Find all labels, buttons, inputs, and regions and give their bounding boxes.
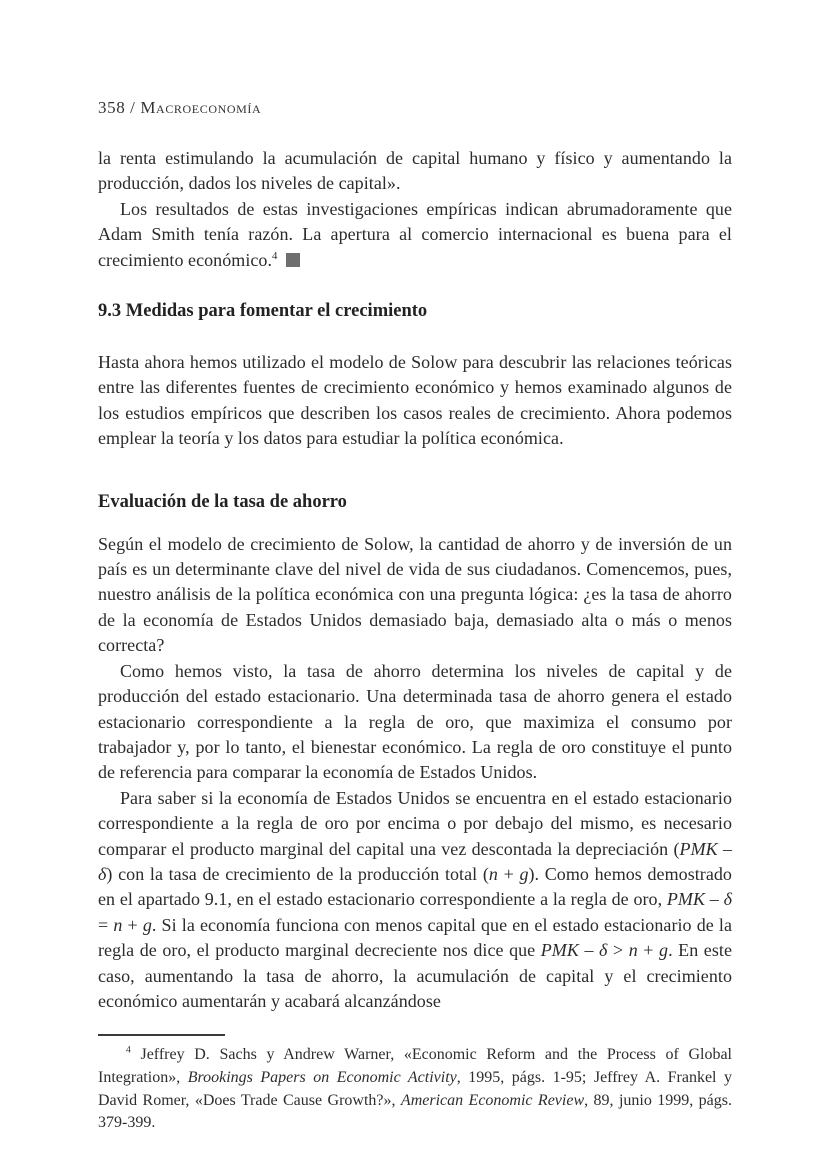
paragraph-example-conclusion: Los resultados de estas investigaciones empíricas indican abrumadoramente que Adam Smith tenía razón. La apertura al comercio internacional es buena para el crecimiento económico.$^4$ — [98, 198, 732, 270]
page-number: 358 — [98, 98, 126, 117]
end-of-example-square-icon — [286, 253, 300, 267]
page-content — [98, 97, 732, 1135]
running-header — [98, 97, 732, 119]
footnote-block — [98, 1034, 732, 1134]
header-separator: / — [125, 98, 141, 117]
paragraph-savings-3: Para saber si la economía de Estados Unidos se encuentra en el estado estacionario correspondiente a la regla de oro por encima o por debajo del mismo, es necesario comparar el producto marginal del capital una vez descontada la depreciación (PMK – δ) con la tasa de crecimiento de la producción total (n + g). Como hemos demostrado en el apartado 9.1, en el estado estacionario correspondiente a la regla de oro, PMK – δ = n + g. Si la economía funciona con menos capital que en el estado estacionario de la regla de oro, el producto marginal decreciente nos dice que PMK – δ > n + g. En este caso, aumentando la tasa de ahorro, la acumulación de capital y el crecimiento económico aumentarán y acabará alcanzándose — [98, 787, 732, 1011]
sub-heading-savings-rate: Evaluación de la tasa de ahorro — [98, 491, 347, 512]
paragraph-continuation: la renta estimulando la acumulación de capital humano y físico y aumentando la producción, dados los niveles de capital». — [98, 148, 732, 194]
section-heading-9-3: 9.3 Medidas para fomentar el crecimiento — [98, 301, 428, 322]
footnote-rule — [98, 1034, 225, 1036]
paragraph-savings-1: Según el modelo de crecimiento de Solow, la cantidad de ahorro y de inversión de un país es un determinante clave del nivel de vida de sus ciudadanos. Comencemos, pues, nuestro análisis de la política económica con una pregunta lógica: ¿es la tasa de ahorro de la economía de Estados Unidos demasiado baja, demasiado alta o más o menos correcta? — [98, 533, 732, 656]
paragraph-section-intro: Hasta ahora hemos utilizado el modelo de Solow para descubrir las relaciones teóricas entre las diferentes fuentes de crecimiento económico y hemos examinado algunos de los estudios empíricos que describen los casos reales de crecimiento. Ahora podemos emplear la teoría y los datos para estudiar la política económica. — [98, 352, 732, 449]
running-title: Macroeconomía — [140, 98, 262, 117]
paragraph-savings-2: Como hemos visto, la tasa de ahorro determina los niveles de capital y de producción del estado estacionario. Una determinada tasa de ahorro genera el estado estacionario correspondiente a la regla de oro, que maximiza el consumo por trabajador y, por lo tanto, el bienestar económico. La regla de oro constituye el punto de referencia para comparar la economía de Estados Unidos. — [98, 660, 732, 783]
footnote-text: $^4$ Jeffrey D. Sachs y Andrew Warner, «Economic Reform and the Process of Global Integration», Brookings Papers on Economic Activity, 1995, págs. 1-95; Jeffrey A. Frankel y David Romer, «Does Trade Cause Growth?», American Economic Review, 89, junio 1999, págs. 379-399. — [98, 1045, 732, 1132]
